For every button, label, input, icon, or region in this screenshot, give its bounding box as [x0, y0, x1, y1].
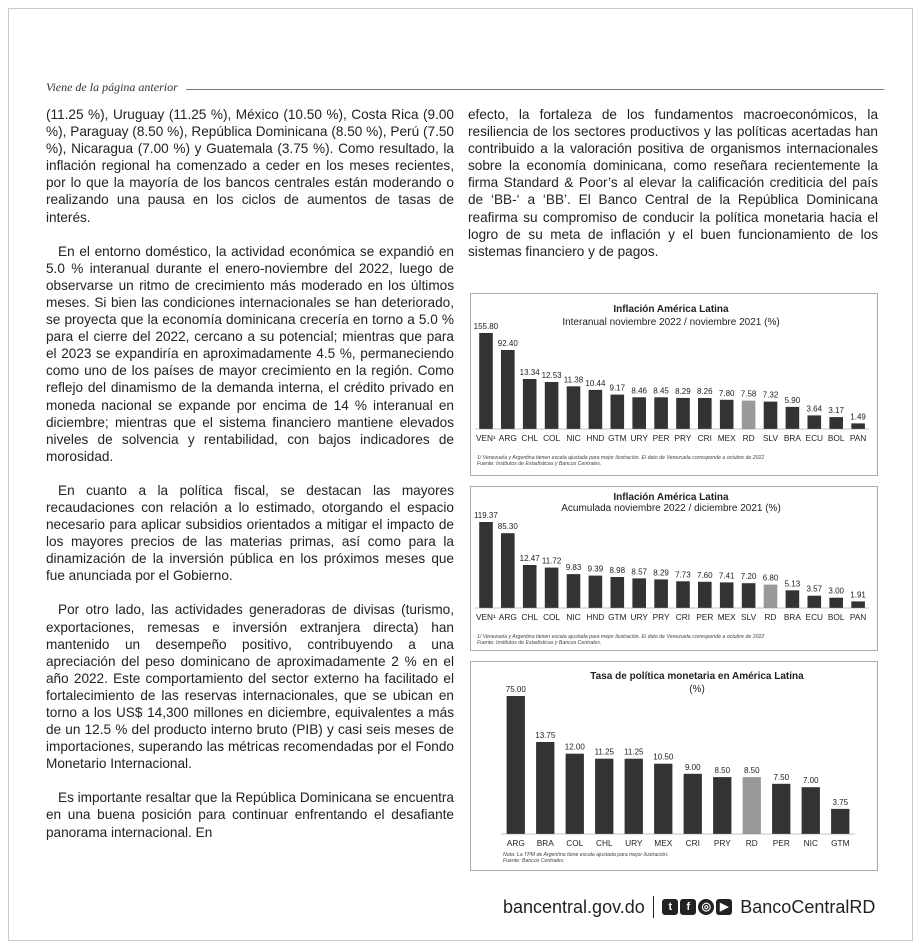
bar-slv — [764, 402, 778, 429]
tick-label: VEN¹ — [475, 612, 496, 622]
bar-rd — [764, 585, 778, 608]
chart-policy-rate — [470, 661, 878, 871]
bar-ury — [632, 397, 646, 429]
bar-ecu — [808, 415, 822, 429]
chart-inflation-interanual — [470, 293, 878, 476]
bar-gtm — [611, 577, 625, 608]
left-column — [46, 106, 454, 841]
chart-subtitle: Acumulada noviembre 2022 / diciembre 2021 (%) — [561, 503, 781, 514]
data-label: 3.00 — [828, 586, 844, 596]
bar-rd — [742, 401, 756, 429]
tick-label: NIC — [566, 433, 581, 443]
data-label: 3.17 — [828, 406, 844, 416]
bar-cri — [698, 398, 712, 429]
tick-label: VEN¹ — [475, 433, 496, 443]
data-label: 8.46 — [631, 386, 647, 396]
data-label: 1.49 — [850, 412, 866, 422]
tick-label: CHL — [521, 612, 539, 622]
bar-hnd — [589, 390, 603, 429]
tick-label: PRY — [713, 838, 731, 848]
bar-hnd — [589, 576, 603, 608]
tick-label: PRY — [652, 612, 670, 622]
tick-label: BOL — [827, 612, 845, 622]
data-label: 5.13 — [784, 579, 801, 589]
tick-label: COL — [566, 838, 584, 848]
tick-label: PRY — [674, 433, 692, 443]
bar-col — [566, 754, 584, 834]
tick-label: GTM — [831, 838, 850, 848]
tick-label: ECU — [805, 612, 824, 622]
paragraph: efecto, la fortaleza de los fundamentos macroeconómicos, la resiliencia de los sectores productivos y las políticas acertadas han contribuido a la valoración positiva de organismos internacionales sobre la economía dominicana, como reseñara recientemente la firma Standard & Poor’s al elevar la calificación crediticia del país de ‘BB-‘ a ‘BB’. El Banco Central de la República Dominicana reafirma su compromiso de conducir la política monetaria hacia el logro de su meta de inflación y el buen funcionamiento de los sistemas financiero y de pagos. — [468, 107, 878, 259]
paragraph: En cuanto a la política fiscal, se destacan las mayores recaudaciones con relación a lo estimado, otorgando el espacio necesario para aplicar subsidios orientados a mitigar el impacto de los mayores precios de las materias primas, así como para la dinamización de la inversión pública en los próximos meses que fue anunciada por el Gobierno. — [46, 482, 454, 584]
bar-ecu — [808, 596, 822, 608]
bar-pry — [654, 579, 668, 608]
bar-bol — [829, 598, 843, 608]
data-label: 7.20 — [740, 572, 757, 582]
twitter-icon[interactable]: t — [662, 899, 678, 915]
data-label: 8.50 — [744, 766, 760, 776]
chart-inflation-acumulada — [470, 486, 878, 651]
tick-label: COL — [543, 433, 561, 443]
tick-label: PAN — [849, 433, 867, 443]
tick-label: URY — [630, 433, 648, 443]
tick-label: NIC — [803, 838, 818, 848]
data-label: 11.72 — [541, 556, 562, 566]
tick-label: CRI — [675, 612, 691, 622]
tick-label: NIC — [566, 612, 581, 622]
data-label: 8.57 — [631, 567, 647, 577]
bar-cri — [676, 581, 690, 608]
tick-label: BRA — [783, 612, 801, 622]
tick-label: RD — [745, 838, 758, 848]
tick-label: BRA — [536, 838, 554, 848]
tick-label: URY — [630, 612, 648, 622]
bar-ven — [479, 522, 493, 608]
data-label: 5.90 — [784, 395, 801, 405]
bar-bra — [536, 742, 554, 834]
chart-note: 1/ Venezuela y Argentina tienen escala ajustada para mejor ilustración. El dato de Venezuela corresponde a octubre de 2022 — [477, 634, 765, 640]
tick-label: COL — [543, 612, 561, 622]
tick-label: PER — [652, 433, 670, 443]
bar-arg — [507, 696, 525, 834]
tick-label: SLV — [762, 433, 779, 443]
chart-title: Inflación América Latina — [613, 492, 729, 503]
chart-note: Nota: La TPM de Argentina tiene escala ajustada para mejor ilustración. — [503, 852, 669, 858]
bar-per — [772, 784, 790, 834]
bar-col — [545, 568, 559, 608]
tick-label: PER — [696, 612, 714, 622]
bar-bol — [829, 417, 843, 429]
data-label: 8.29 — [675, 386, 691, 396]
data-label: 13.34 — [519, 368, 540, 377]
social-icons — [662, 899, 732, 915]
data-label: 10.44 — [585, 378, 606, 388]
tick-label: GTM — [608, 612, 627, 622]
data-label: 9.83 — [565, 563, 582, 573]
data-label: 92.40 — [497, 339, 518, 348]
bar-chl — [595, 759, 613, 834]
bar-mex — [654, 764, 672, 834]
continuation-header — [46, 80, 884, 96]
data-label: 8.45 — [653, 386, 669, 396]
tick-label: ARG — [506, 838, 525, 848]
bar-gtm — [831, 809, 849, 834]
bar-mex — [720, 400, 734, 429]
tick-label: ARG — [498, 433, 517, 443]
paragraph: (11.25 %), Uruguay (11.25 %), México (10.50 %), Costa Rica (9.00 %), Paraguay (8.50 %), República Dominicana (8.50 %), Perú (7.50 %), Nicaragua (7.00 %) y Guatemala (3.75 %). Como resultado, la inflación regional ha comenzado a ceder en los meses recientes, por lo que la mayoría de los bancos centrales están moderando o realizando una pausa en los ciclos de aumentos de tasas de interés. — [46, 107, 454, 225]
data-label: 3.75 — [832, 797, 849, 807]
data-label: 75.00 — [505, 685, 526, 694]
continuation-label: Viene de la página anterior — [46, 80, 178, 94]
tick-label: MEX — [654, 838, 673, 848]
instagram-icon[interactable]: ◎ — [698, 899, 714, 915]
tick-label: CRI — [685, 838, 700, 848]
bar-gtm — [611, 395, 625, 429]
data-label: 13.75 — [535, 731, 556, 740]
bar-ury — [625, 759, 643, 834]
data-label: 7.60 — [697, 570, 713, 580]
chart-note: 1/ Venezuela y Argentina tienen escala ajustada para mejor ilustración. El dato de Venezuela corresponde a octubre de 2022 — [477, 455, 765, 461]
bar-slv — [742, 583, 756, 608]
bar-pan — [851, 423, 865, 429]
chart-source: Fuente: Bancos Centrales. — [503, 858, 565, 864]
tick-label: RD — [742, 433, 755, 443]
data-label: 9.00 — [685, 762, 701, 772]
tick-label: SLV — [741, 612, 757, 622]
paragraph: Por otro lado, las actividades generadoras de divisas (turismo, exportaciones, remesas e inversión extranjera directa) han mantenido un desempeño positivo, contribuyendo a una apreciación del peso dominicano de aproximadamente 2 % en el año 2022. Este comportamiento del sector externo ha facilitado el fortalecimiento de las reservas internacionales, que se ubican en torno a los US$ 14,300 millones en diciembre, equivalentes a más de un 12.5 % del producto interno bruto (PIB) y casi seis meses de importaciones, superando las métricas recomendadas por el Fondo Monetario Internacional. — [46, 602, 454, 772]
data-label: 12.47 — [519, 554, 540, 563]
tick-label: CHL — [521, 433, 539, 443]
bar-chl — [523, 565, 537, 608]
data-label: 11.25 — [624, 747, 644, 757]
data-label: 7.58 — [740, 389, 757, 399]
tick-label: ECU — [805, 433, 824, 443]
bar-pan — [851, 601, 865, 608]
bar-bra — [786, 590, 800, 608]
data-label: 85.30 — [497, 522, 518, 532]
bar-arg — [501, 350, 515, 429]
footer — [503, 895, 875, 919]
tick-label: BRA — [783, 433, 801, 443]
tick-label: MEX — [717, 612, 736, 622]
data-label: 12.00 — [564, 742, 585, 752]
data-label: 7.80 — [718, 388, 735, 398]
data-label: 8.98 — [609, 566, 626, 575]
bar-per — [654, 397, 668, 429]
data-label: 1.91 — [850, 590, 866, 600]
data-label: 6.80 — [762, 573, 779, 583]
website-link[interactable]: bancentral.gov.do — [503, 896, 645, 917]
bar-col — [545, 382, 559, 429]
data-label: 11.25 — [594, 747, 615, 757]
data-label: 7.32 — [762, 390, 779, 400]
tick-label: GTM — [608, 433, 627, 443]
chart-subtitle: Interanual noviembre 2022 / noviembre 2021 (%) — [562, 317, 780, 328]
bar-cri — [684, 774, 702, 834]
bar-ury — [632, 578, 646, 608]
data-label: 8.29 — [653, 568, 669, 578]
header-rule — [186, 89, 884, 90]
footer-separator — [653, 896, 655, 918]
bar-chl — [523, 379, 537, 429]
bar-bra — [786, 407, 800, 429]
bar-rd — [743, 777, 761, 834]
data-label: 7.50 — [773, 772, 790, 782]
chart-source: Fuente: Institutos de Estadísticas y Bancos Centrales. — [477, 461, 602, 467]
paragraph: En el entorno doméstico, la actividad económica se expandió en 5.0 % interanual durante el enero-noviembre del 2022, luego de observarse un ritmo de crecimiento más moderado en los últimos meses. Si bien las condiciones internacionales se han deteriorado, se proyecta que la economía dominicana crecería en torno a 5.0 % para el cierre del 2022, cercano a su potencial; mientras que para el 2023 se expandiría en aproximadamente 4.5 %, permaneciendo como uno de los países de mayor crecimiento en la región. Como reflejo del dinamismo de la demanda interna, el crédito privado en moneda nacional se expande por encima de 14 % interanual en diciembre; mientras que el sistema financiero mantiene elevados niveles de solvencia y rentabilidad, con bajos indicadores de morosidad. — [46, 243, 454, 464]
chart-svg — [471, 294, 877, 475]
data-label: 8.50 — [714, 766, 731, 776]
tick-label: ARG — [498, 612, 517, 622]
bar-nic — [567, 574, 581, 608]
chart-svg — [471, 662, 877, 870]
data-label: 155.80 — [473, 322, 499, 331]
data-label: 3.57 — [806, 584, 823, 594]
data-label: 12.53 — [541, 371, 562, 380]
chart-subtitle: (%) — [689, 684, 705, 695]
bar-pry — [676, 398, 690, 429]
tick-label: HND — [586, 612, 605, 622]
facebook-icon[interactable]: f — [680, 899, 696, 915]
social-handle[interactable]: BancoCentralRD — [740, 896, 876, 917]
data-label: 8.26 — [697, 387, 713, 396]
data-label: 119.37 — [473, 511, 498, 520]
data-label: 9.39 — [587, 564, 604, 574]
tick-label: CHL — [595, 838, 613, 848]
chart-source: Fuente: Institutos de Estadísticas y Bancos Centrales. — [477, 640, 602, 646]
data-label: 7.73 — [675, 570, 691, 580]
bar-arg — [501, 533, 515, 608]
tick-label: MEX — [717, 433, 736, 443]
data-label: 7.00 — [803, 776, 819, 786]
chart-title: Tasa de política monetaria en América Latina — [590, 671, 804, 682]
bar-pry — [713, 777, 731, 834]
youtube-icon[interactable]: ▶ — [716, 899, 732, 915]
data-label: 11.38 — [563, 375, 584, 385]
tick-label: CRI — [697, 433, 712, 443]
bar-per — [698, 582, 712, 608]
bar-nic — [802, 787, 820, 834]
paragraph: Es importante resaltar que la República Dominicana se encuentra en una buena posición para continuar enfrentando el desafiante panorama internacional. En — [46, 790, 454, 840]
chart-title: Inflación América Latina — [613, 304, 729, 315]
tick-label: RD — [764, 612, 777, 622]
tick-label: HND — [586, 433, 605, 443]
tick-label: BOL — [827, 433, 845, 443]
tick-label: PER — [772, 838, 790, 848]
bar-ven — [479, 333, 493, 429]
tick-label: PAN — [849, 612, 867, 622]
data-label: 3.64 — [806, 404, 823, 414]
right-column — [468, 106, 878, 260]
data-label: 10.50 — [653, 752, 674, 762]
data-label: 9.17 — [609, 383, 626, 393]
bar-nic — [567, 386, 581, 429]
data-label: 7.41 — [718, 571, 735, 581]
tick-label: URY — [625, 838, 643, 848]
chart-svg — [471, 487, 877, 650]
bar-mex — [720, 582, 734, 608]
